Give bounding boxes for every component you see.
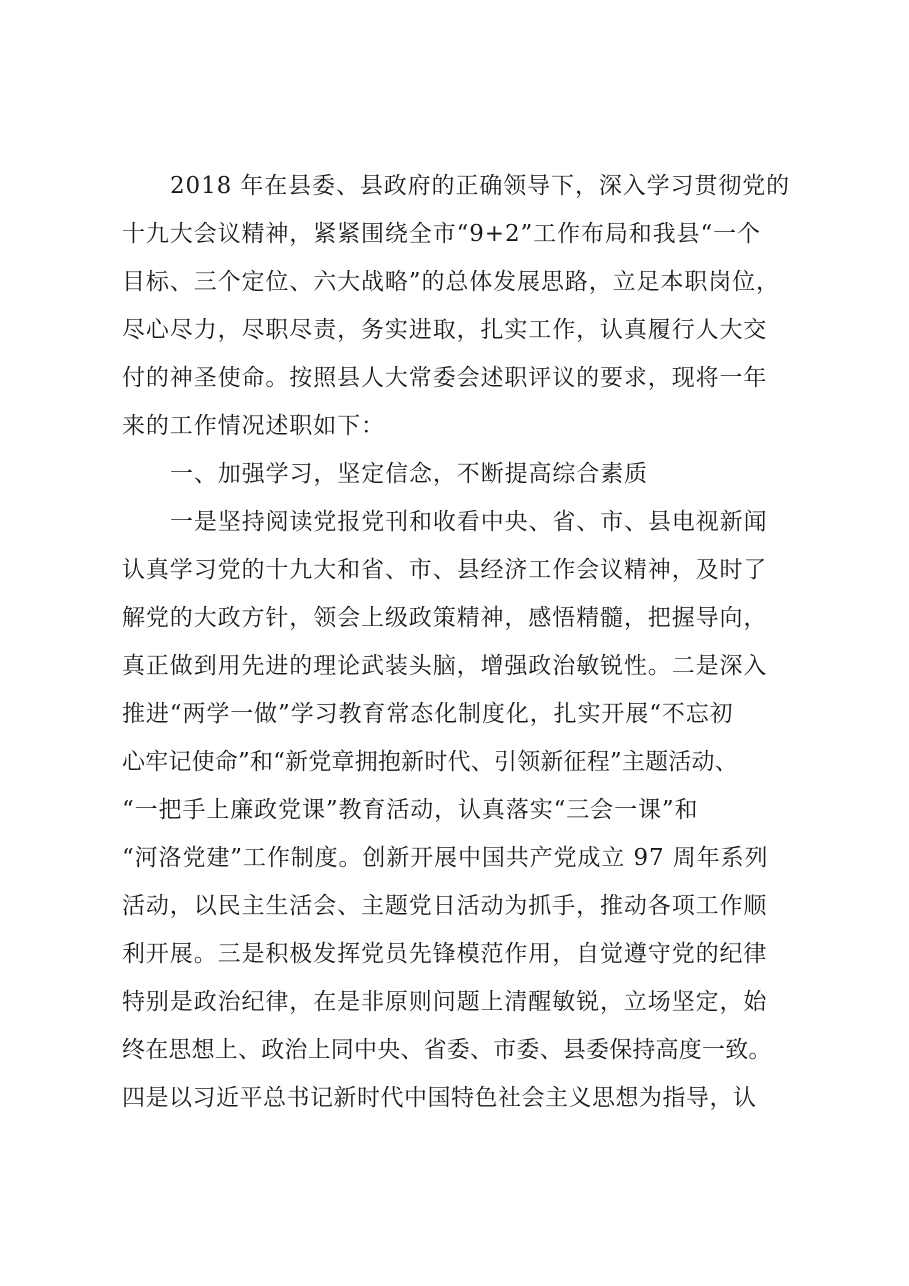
text-line: 付的神圣使命。按照县人大常委会述职评议的要求，现将一年 bbox=[122, 365, 768, 391]
text-line: 认真学习党的十九大和省、市、县经济工作会议精神，及时了 bbox=[122, 557, 768, 583]
text-line: 尽心尽力，尽职尽责，务实进取，扎实工作，认真履行人大交 bbox=[122, 317, 768, 343]
text-line: “一把手上廉政党课”教育活动，认真落实“三会一课”和 bbox=[122, 797, 699, 823]
document-body bbox=[122, 166, 842, 1126]
text-line: 四是以习近平总书记新时代中国特色社会主义思想为指导，认 bbox=[122, 1085, 757, 1111]
text-line: 推进“两学一做”学习教育常态化制度化，扎实开展“不忘初 bbox=[122, 701, 734, 727]
text-line: 来的工作情况述职如下： bbox=[122, 413, 385, 439]
text-line: 十九大会议精神，紧紧围绕全市“9+2”工作布局和我县“一个 bbox=[122, 221, 761, 247]
text-line: 目标、三个定位、六大战略”的总体发展思路，立足本职岗位， bbox=[122, 269, 780, 295]
text-line: 利开展。三是积极发挥党员先锋模范作用，自觉遵守党的纪律 bbox=[122, 941, 768, 967]
text-line: 终在思想上、政治上同中央、省委、市委、县委保持高度一致。 bbox=[122, 1037, 772, 1063]
text-line: 特别是政治纪律，在是非原则问题上清醒敏锐，立场坚定，始 bbox=[122, 989, 768, 1015]
text-line: 活动，以民主生活会、主题党日活动为抓手，推动各项工作顺 bbox=[122, 893, 768, 919]
text-line: “河洛党建”工作制度。创新开展中国共产党成立 97 周年系列 bbox=[122, 845, 769, 871]
section-heading: 一、加强学习，坚定信念，不断提高综合素质 bbox=[170, 461, 648, 487]
text-line: 真正做到用先进的理论武装头脑，增强政治敏锐性。二是深入 bbox=[122, 653, 768, 679]
text-line: 一是坚持阅读党报党刊和收看中央、省、市、县电视新闻 bbox=[170, 509, 768, 535]
text-line: 2018 年在县委、县政府的正确领导下，深入学习贯彻党的 bbox=[170, 173, 791, 199]
text-line: 解党的大政方针，领会上级政策精神，感悟精髓，把握导向， bbox=[122, 605, 768, 631]
text-line: 心牢记使命”和“新党章拥抱新时代、引领新征程”主题活动、 bbox=[122, 749, 738, 775]
